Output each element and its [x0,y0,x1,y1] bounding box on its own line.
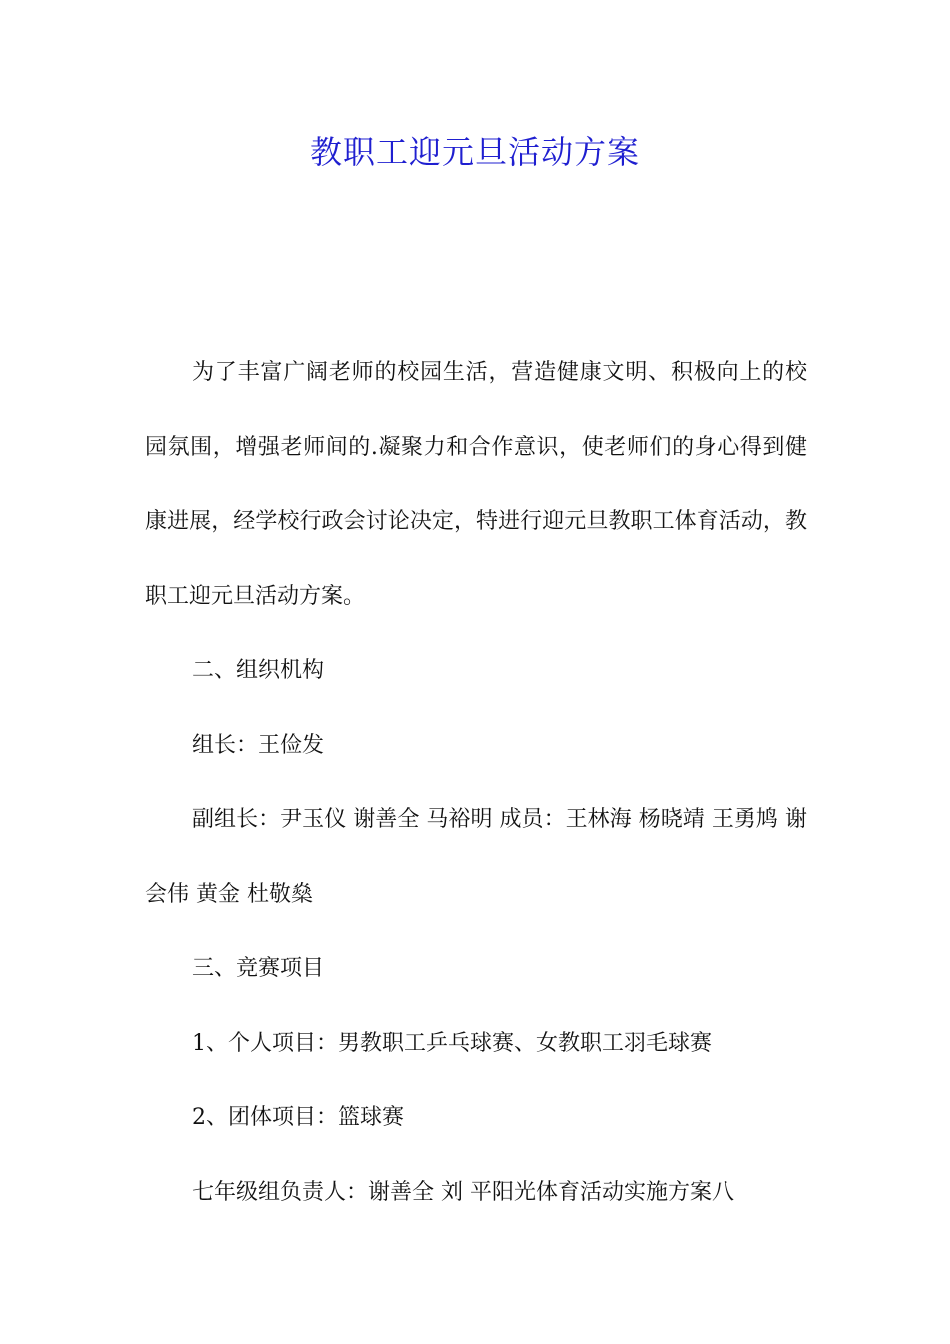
team-events-line: 2、团体项目：篮球赛 [192,1105,404,1130]
intro-paragraph: 为了丰富广阔老师的校园生活，营造健康文明、积极向上的校园氛围，增强老师间的.凝聚力和合作意识，使老师们的身心得到健康进展，经学校行政会讨论决定，特进行迎元旦教职工体育活动，教职工迎元旦活动方案。 [145,360,807,609]
section-heading-organization: 二、组织机构 [192,658,325,683]
section-heading-events: 三、竞赛项目 [192,956,325,981]
document-body [145,336,807,1230]
leader-line: 组长：王俭发 [192,732,325,758]
grade-seven-line: 七年级组负责人：谢善全 刘 平阳光体育活动实施方案八 [192,1179,734,1205]
document-title: 教职工迎元旦活动方案 [309,133,640,171]
members-paragraph: 副组长：尹玉仪 谢善全 马裕明 成员：王林海 杨晓靖 王勇鸠 谢会伟 黄金 杜敬燊 [145,807,807,907]
individual-events-line: 1、个人项目：男教职工乒乓球赛、女教职工羽毛球赛 [192,1030,712,1056]
